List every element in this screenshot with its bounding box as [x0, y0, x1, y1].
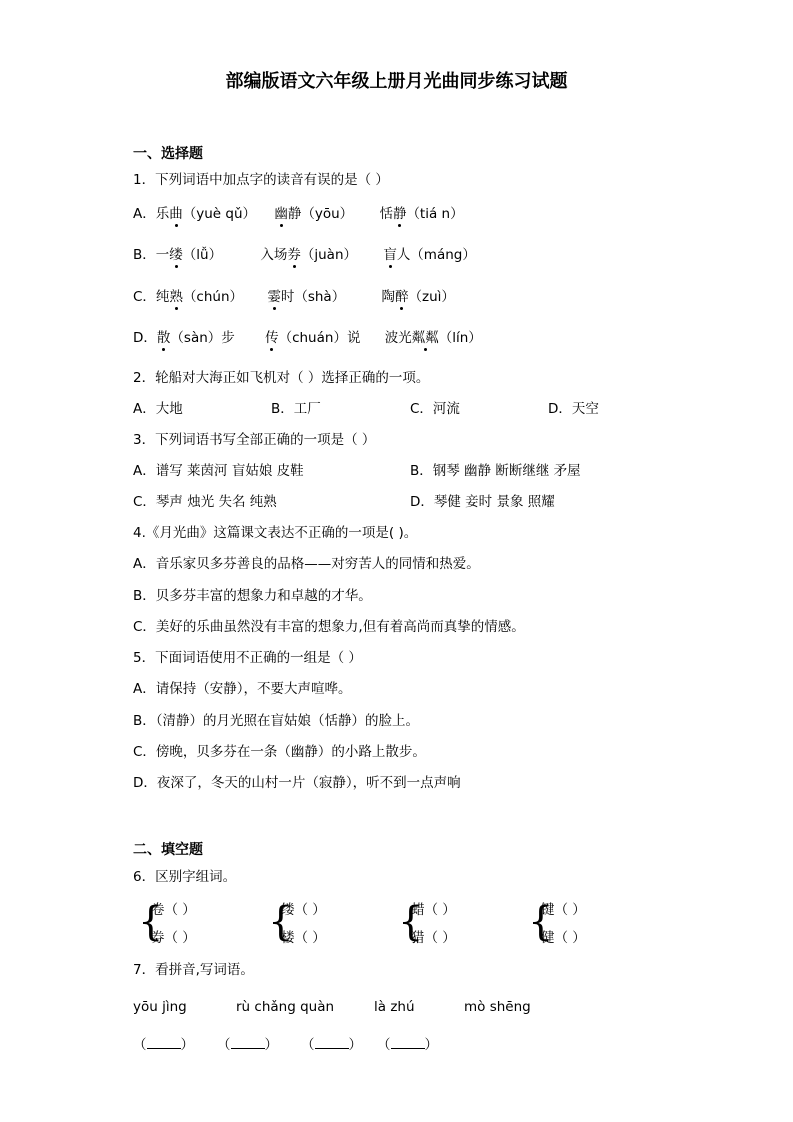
q7-answer-blank-3[interactable]: [301, 1034, 362, 1054]
question-2-stem: 2．轮船对大海正如飞机对（ ）选择正确的一项。: [133, 370, 430, 386]
close-paren: ）: [348, 1037, 362, 1053]
open-paren: （: [217, 1037, 231, 1053]
q6-pair-3-top: 蜡（ ）: [411, 902, 456, 918]
q5-option-a: A．请保持（安静），不要大声喧哗。: [133, 681, 352, 697]
q6-pair-1-bottom: 券（ ）: [151, 930, 196, 946]
blank-line: [315, 1034, 349, 1049]
q7-pinyin-1: yōu jìng: [133, 999, 187, 1015]
q1-d3-dotted-chars: 粼粼: [411, 330, 439, 346]
q1-b2-pinyin: （juàn）: [300, 247, 358, 263]
q2-option-a: A．大地: [133, 401, 183, 417]
q1-a2-dotted-char: 幽: [274, 206, 288, 222]
q6-pair-4-top: 键（ ）: [541, 902, 586, 918]
q1-option-c: [133, 288, 455, 306]
q4-option-a: A．音乐家贝多芬善良的品格——对穷苦人的同情和热爱。: [133, 556, 480, 572]
q6-pair-2-top: 缕（ ）: [281, 902, 326, 918]
q2-option-c: C．河流: [410, 401, 460, 417]
q6-pair-2-bottom: 楼（ ）: [281, 930, 326, 946]
q1-c-prefix: C．纯: [133, 289, 170, 305]
question-3-stem: 3．下列词语书写全部正确的一项是（ ）: [133, 432, 376, 448]
close-paren: ）: [424, 1037, 438, 1053]
q1-b3-dotted-char: 盲: [383, 247, 397, 263]
q1-c-dotted-char: 熟: [169, 289, 183, 305]
q1-option-d: [133, 329, 482, 347]
q2-option-b: B．工厂: [271, 401, 321, 417]
q1-b-dotted-char: 缕: [169, 247, 183, 263]
brace-2: {: [268, 899, 294, 945]
open-paren: （: [301, 1037, 315, 1053]
q3-option-c: C．琴声 烛光 失名 纯熟: [133, 494, 277, 510]
open-paren: （: [133, 1037, 147, 1053]
q1-b-pinyin: （lǚ）: [182, 247, 223, 263]
q6-pair-4-bottom: 健（ ）: [541, 930, 586, 946]
q1-b2-text: 入场: [260, 247, 288, 263]
q1-d2-dotted-char: 传: [265, 330, 279, 346]
brace-4: {: [528, 899, 554, 945]
q4-option-b: B．贝多芬丰富的想象力和卓越的才华。: [133, 588, 372, 604]
q1-a3-dotted-char: 静: [392, 206, 407, 222]
q1-d3-text: 波光: [384, 330, 412, 346]
q7-pinyin-4: mò shēng: [464, 999, 531, 1015]
page-title: 部编版语文六年级上册月光曲同步练习试题: [225, 71, 568, 92]
question-7-stem: 7．看拼音,写词语。: [133, 962, 254, 978]
q1-a3-char: 恬: [379, 206, 393, 222]
q7-answer-blank-2[interactable]: [217, 1034, 278, 1054]
q1-b-prefix: B．一: [133, 247, 170, 263]
brace-1: {: [138, 899, 164, 945]
blank-line: [231, 1034, 265, 1049]
brace-3: {: [398, 899, 424, 945]
q2-option-d: D．天空: [548, 401, 599, 417]
q7-answer-blank-4[interactable]: [377, 1034, 438, 1054]
question-6-stem: 6．区别字组词。: [133, 869, 237, 885]
q3-option-d: D．琴健 妾时 景象 照耀: [410, 494, 555, 510]
q1-d-dotted-char: 散: [156, 330, 171, 346]
open-paren: （: [377, 1037, 391, 1053]
q1-c3-pinyin: （zuì）: [408, 289, 455, 305]
close-paren: ）: [180, 1037, 194, 1053]
q1-a2-pinyin: （yōu）: [301, 206, 354, 222]
q1-a-pinyin: （yuè qǔ）: [182, 206, 257, 222]
q1-option-b: [133, 246, 476, 264]
q5-option-d: D．夜深了，冬天的山村一片（寂静），听不到一点声响: [133, 775, 461, 791]
q1-d-pinyin: （sàn）步: [170, 330, 235, 346]
q1-a-dotted-char: 曲: [169, 206, 183, 222]
q1-a-prefix: A．乐: [133, 206, 170, 222]
q4-option-c: C．美好的乐曲虽然没有丰富的想象力,但有着高尚而真挚的情感。: [133, 619, 525, 635]
q1-c2-dotted-char: 霎: [267, 289, 281, 305]
q7-answer-blank-1[interactable]: [133, 1034, 194, 1054]
q1-b3-pinyin: 人（máng）: [396, 247, 476, 263]
q1-b2-dotted-char: 券: [287, 247, 301, 263]
section-heading-choice: 一、选择题: [133, 146, 203, 162]
q6-pair-3-bottom: 猎（ ）: [411, 930, 456, 946]
q1-c3-dotted-char: 醉: [395, 289, 409, 305]
q1-c3-char: 陶: [381, 289, 395, 305]
question-4-stem: 4.《月光曲》这篇课文表达不正确的一项是( )。: [133, 525, 418, 541]
q1-d2-pinyin: （chuán）说: [278, 330, 361, 346]
q5-option-c: C．傍晚，贝多芬在一条（幽静）的小路上散步。: [133, 744, 426, 760]
q1-c-pinyin: （chún）: [182, 289, 244, 305]
q6-pair-1-top: 卷（ ）: [151, 902, 196, 918]
question-5-stem: 5．下面词语使用不正确的一组是（ ）: [133, 650, 362, 666]
q3-option-b: B．钢琴 幽静 断断继继 矛屋: [410, 463, 581, 479]
q7-pinyin-3: là zhú: [374, 999, 415, 1015]
q1-c2-pinyin: 时（shà）: [280, 289, 346, 305]
q7-pinyin-2: rù chǎng quàn: [236, 999, 335, 1015]
close-paren: ）: [264, 1037, 278, 1053]
q1-d3-pinyin: （lín）: [438, 330, 482, 346]
q1-a3-pinyin: （tiá n）: [406, 206, 464, 222]
q5-option-b: B．（清静）的月光照在盲姑娘（恬静）的脸上。: [133, 713, 420, 729]
q1-a2-char: 静: [287, 206, 302, 222]
q1-d-prefix: D．: [133, 330, 157, 346]
q1-option-a: [133, 205, 464, 223]
blank-line: [391, 1034, 425, 1049]
question-1-stem: 1．下列词语中加点字的读音有误的是（ ）: [133, 172, 389, 188]
q3-option-a: A．谱写 莱茵河 盲姑娘 皮鞋: [133, 463, 304, 479]
blank-line: [147, 1034, 181, 1049]
section-heading-fill: 二、填空题: [133, 842, 203, 858]
